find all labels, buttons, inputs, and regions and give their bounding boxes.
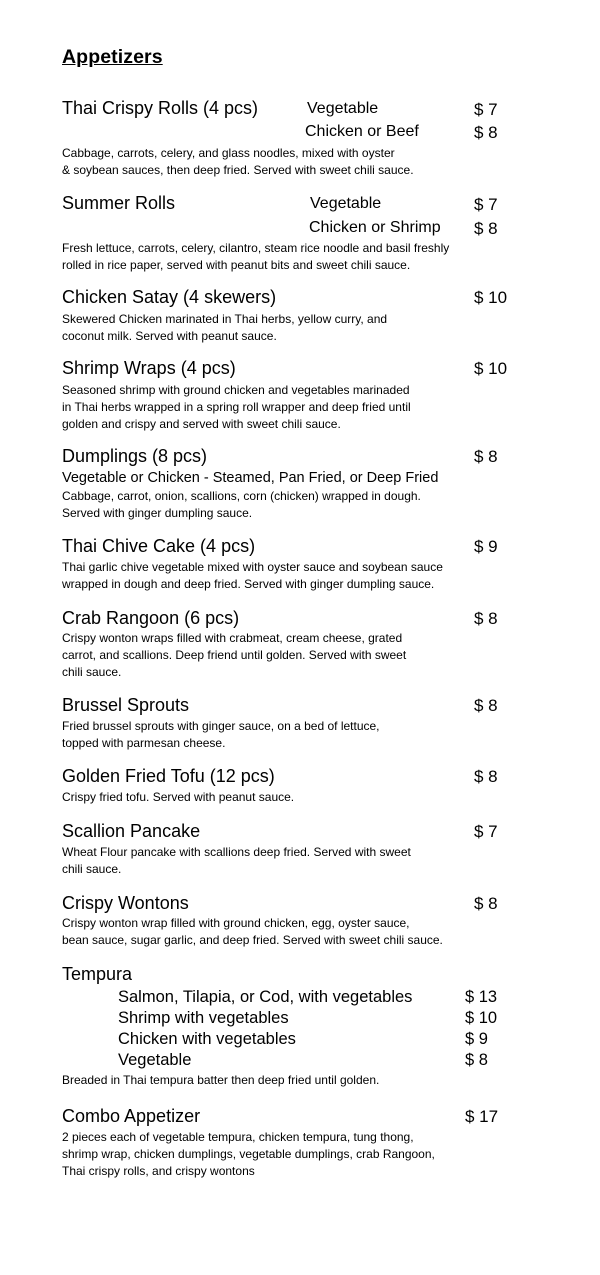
desc-line: Thai garlic chive vegetable mixed with oyster sauce and soybean sauce: [62, 560, 443, 574]
item-name: Combo Appetizer: [62, 1106, 201, 1126]
item-name: Thai Chive Cake (4 pcs): [62, 536, 256, 556]
item-name: Dumplings (8 pcs): [62, 446, 208, 466]
item-description: [62, 630, 406, 681]
item-price: $ 8: [474, 123, 498, 142]
variant-label: Vegetable: [310, 195, 382, 212]
item-options: Vegetable or Chicken - Steamed, Pan Fried, or Deep Fried: [62, 470, 439, 486]
item-name: Brussel Sprouts: [62, 695, 190, 715]
item-description: [62, 789, 294, 806]
item-description: [62, 1072, 379, 1089]
desc-line: Fresh lettuce, carrots, celery, cilantro, steam rice noodle and basil freshly: [62, 241, 450, 255]
variant-label: Shrimp with vegetables: [118, 1009, 289, 1027]
desc-line: Thai crispy rolls, and crispy wontons: [62, 1164, 255, 1178]
desc-line: chili sauce.: [62, 665, 122, 679]
item-description: [62, 240, 449, 274]
item-description: [62, 311, 387, 345]
item-name: Chicken Satay (4 skewers): [62, 287, 277, 307]
item-description: [62, 488, 421, 522]
item-price: $ 7: [474, 822, 498, 841]
desc-line: topped with parmesan cheese.: [62, 736, 226, 750]
item-description: [62, 145, 414, 179]
desc-line: in Thai herbs wrapped in a spring roll wrapper and deep fried until: [62, 400, 411, 414]
variant-label: Vegetable: [118, 1051, 192, 1069]
desc-line: coconut milk. Served with peanut sauce.: [62, 329, 277, 343]
desc-line: wrapped in dough and deep fried. Served with ginger dumpling sauce.: [62, 577, 435, 591]
desc-line: Cabbage, carrots, celery, and glass noodles, mixed with oyster: [62, 146, 395, 160]
item-description: [62, 718, 380, 752]
item-price: $ 8: [474, 447, 498, 466]
desc-line: Cabbage, carrot, onion, scallions, corn (chicken) wrapped in dough.: [62, 489, 421, 503]
desc-line: golden and crispy and served with sweet chili sauce.: [62, 417, 341, 431]
section-title: Appetizers: [62, 46, 163, 68]
item-price: $ 8: [474, 609, 498, 628]
desc-line: Fried brussel sprouts with ginger sauce, on a bed of lettuce,: [62, 719, 380, 733]
desc-line: Crispy fried tofu. Served with peanut sauce.: [62, 790, 295, 804]
item-price: $ 9: [474, 537, 498, 556]
item-price: $ 8: [474, 767, 498, 786]
variant-label: Salmon, Tilapia, or Cod, with vegetables: [118, 988, 413, 1006]
item-description: [62, 382, 411, 433]
desc-line: bean sauce, sugar garlic, and deep fried. Served with sweet chili sauce.: [62, 933, 443, 947]
item-price: $ 10: [474, 359, 508, 378]
item-price: $ 13: [465, 988, 498, 1006]
item-price: $ 17: [465, 1107, 499, 1126]
desc-line: Crispy wonton wraps filled with crabmeat, cream cheese, grated: [62, 631, 403, 645]
desc-line: Seasoned shrimp with ground chicken and vegetables marinaded: [62, 383, 410, 397]
item-name: Summer Rolls: [62, 193, 176, 213]
item-price: $ 10: [465, 1009, 498, 1027]
item-name: Crispy Wontons: [62, 893, 189, 913]
desc-line: Breaded in Thai tempura batter then deep fried until golden.: [62, 1073, 380, 1087]
desc-line: Crispy wonton wrap filled with ground chicken, egg, oyster sauce,: [62, 916, 410, 930]
desc-line: Served with ginger dumpling sauce.: [62, 506, 253, 520]
desc-line: shrimp wrap, chicken dumplings, vegetable dumplings, crab Rangoon,: [62, 1147, 435, 1161]
item-price: $ 8: [474, 696, 498, 715]
item-price: $ 10: [474, 288, 508, 307]
item-description: [62, 844, 411, 878]
item-name: Golden Fried Tofu (12 pcs): [62, 766, 275, 786]
desc-line: carrot, and scallions. Deep friend until golden. Served with sweet: [62, 648, 407, 662]
item-name: Shrimp Wraps (4 pcs): [62, 358, 236, 378]
variant-label: Vegetable: [307, 100, 379, 117]
desc-line: Wheat Flour pancake with scallions deep fried. Served with sweet: [62, 845, 411, 859]
desc-line: & soybean sauces, then deep fried. Served with sweet chili sauce.: [62, 163, 414, 177]
item-description: [62, 915, 443, 949]
variant-label: Chicken with vegetables: [118, 1030, 296, 1048]
item-price: $ 9: [465, 1030, 488, 1048]
desc-line: chili sauce.: [62, 862, 122, 876]
item-price: $ 7: [474, 100, 498, 119]
item-name: Crab Rangoon (6 pcs): [62, 608, 240, 628]
item-description: [62, 1129, 435, 1180]
variant-label: Chicken or Shrimp: [309, 219, 441, 236]
desc-line: 2 pieces each of vegetable tempura, chicken tempura, tung thong,: [62, 1130, 414, 1144]
desc-line: rolled in rice paper, served with peanut bits and sweet chili sauce.: [62, 258, 411, 272]
item-price: $ 7: [474, 195, 498, 214]
desc-line: Skewered Chicken marinated in Thai herbs, yellow curry, and: [62, 312, 388, 326]
item-price: $ 8: [474, 219, 498, 238]
item-name: Scallion Pancake: [62, 821, 201, 841]
item-description: [62, 559, 443, 593]
item-name: Tempura: [62, 964, 133, 984]
item-price: $ 8: [465, 1051, 488, 1069]
item-price: $ 8: [474, 894, 498, 913]
item-name: Thai Crispy Rolls (4 pcs): [62, 98, 259, 118]
variant-label: Chicken or Beef: [305, 123, 419, 140]
